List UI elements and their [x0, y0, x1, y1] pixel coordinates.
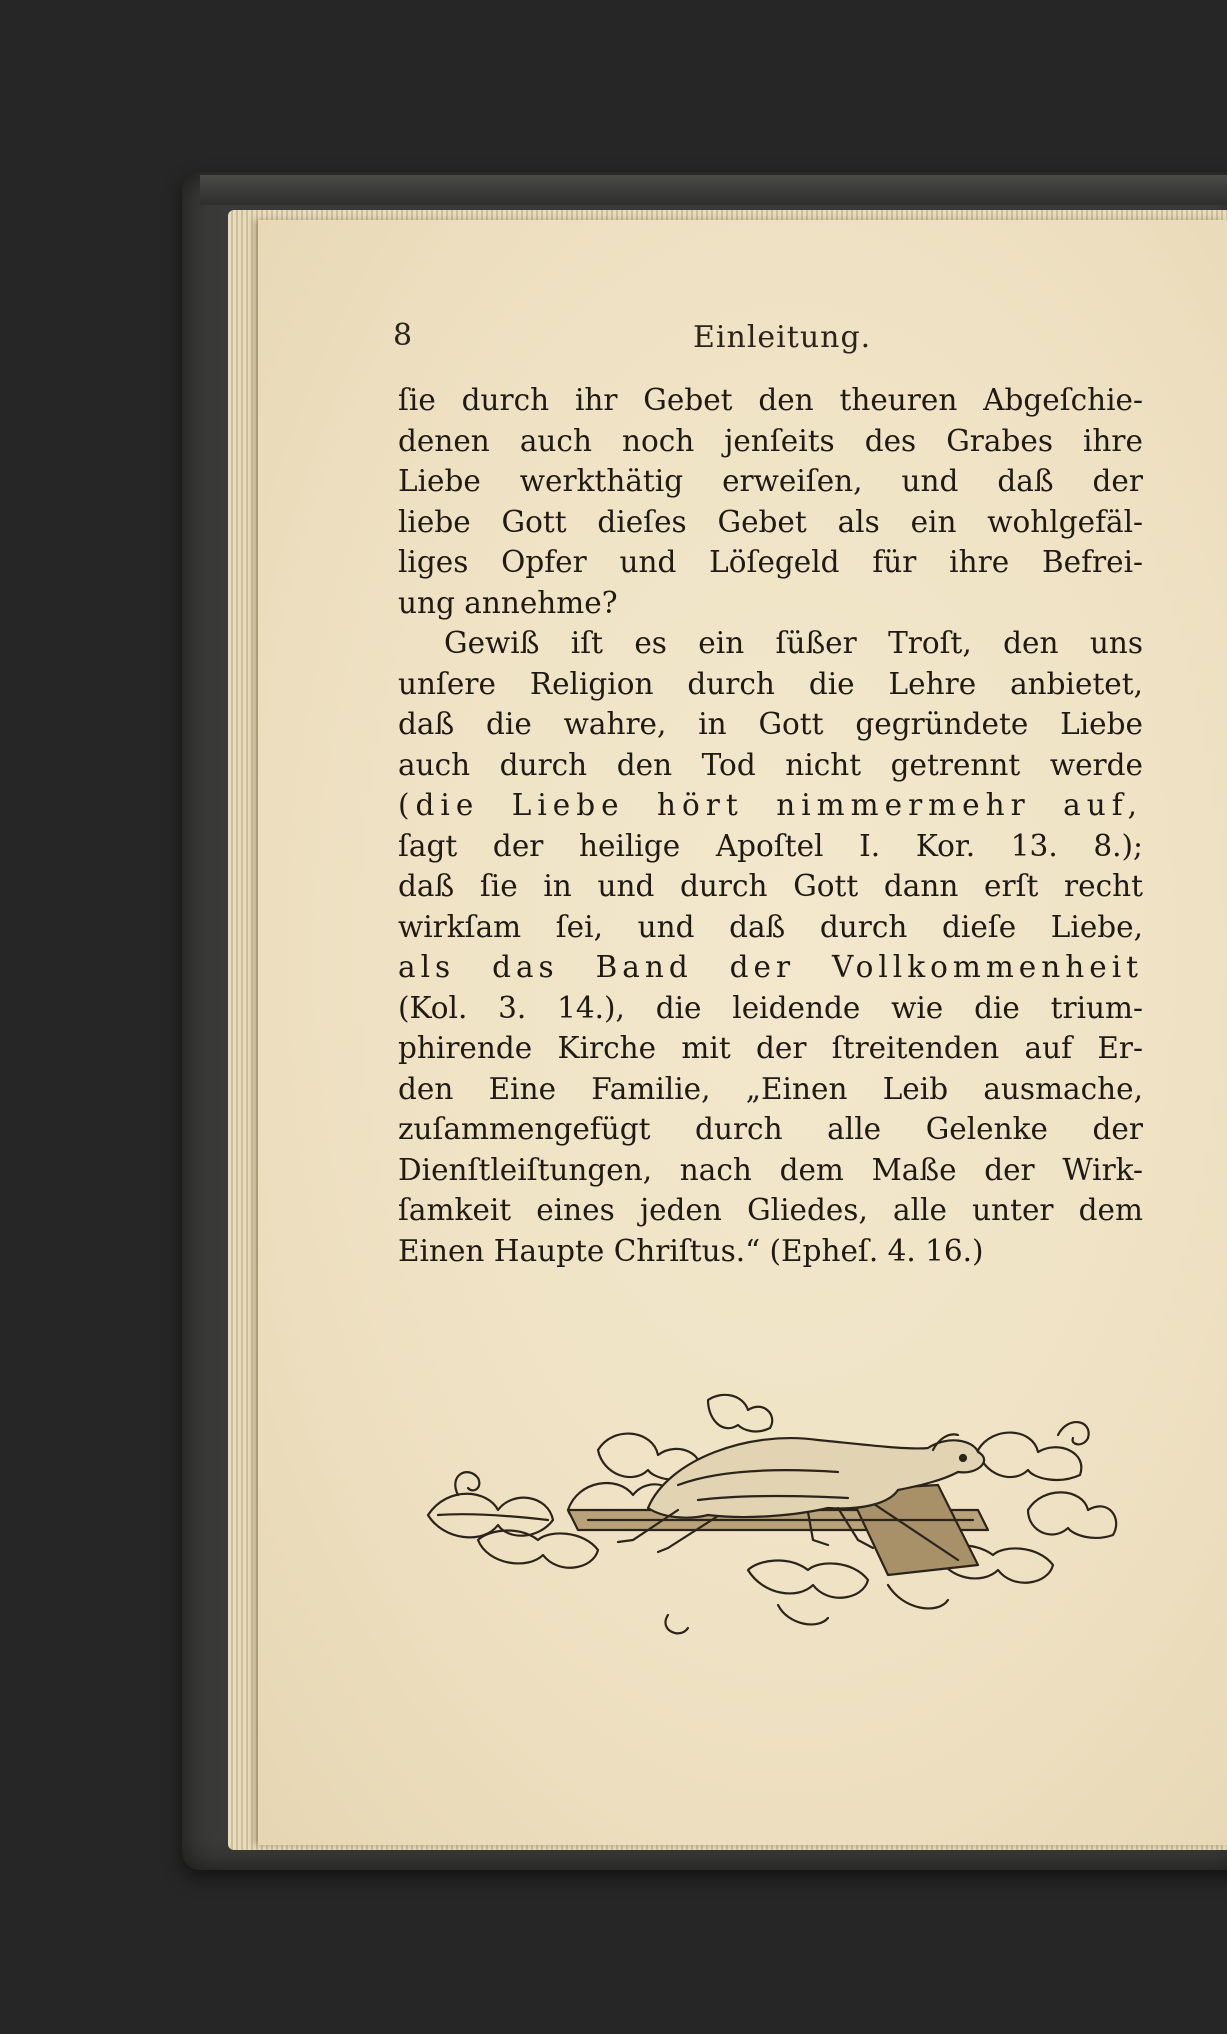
text-line: ſie durch ihr Gebet den theuren Abgeſchie- — [398, 383, 1143, 417]
text-line: daß ſie in und durch Gott dann erſt recht — [398, 869, 1143, 903]
body-text — [398, 380, 1143, 1271]
text-line: daß die wahre, in Gott gegründete Liebe — [398, 707, 1143, 741]
page-header — [393, 318, 872, 358]
text-line: den Eine Familie, „Einen Leib ausmache, — [398, 1071, 1143, 1106]
text-line: ſamkeit eines jeden Gliedes, alle unter dem — [398, 1193, 1143, 1227]
text-line: Liebe werkthätig erweiſen, und daß der — [398, 464, 1143, 498]
text-line: phirende Kirche mit der ſtreitenden auf Er- — [398, 1031, 1143, 1065]
text-line: auch durch den Tod nicht getrennt werde — [398, 747, 1143, 782]
text-line: zuſammengefügt durch alle Gelenke der — [398, 1112, 1143, 1146]
text-line: wirkſam ſei, und daß durch dieſe Liebe, — [398, 909, 1143, 944]
text-line: Dienſtleiſtungen, nach dem Maße der Wirk- — [398, 1152, 1143, 1187]
page-number: 8 — [393, 318, 413, 353]
text-line: ſagt der heilige Apoſtel I. Kor. 13. 8.); — [398, 828, 1143, 863]
lamb-on-cross-vignette — [418, 1390, 1123, 1640]
text-line: als das Band der Vollkommenheit — [398, 950, 1143, 984]
text-line: ung annehme? — [398, 585, 618, 620]
running-title: Einleitung. — [693, 320, 872, 355]
text-line: denen auch noch jenſeits des Grabes ihre — [398, 423, 1143, 458]
text-line: Einen Haupte Chriſtus.“ (Epheſ. 4. 16.) — [398, 1233, 984, 1268]
text-line: liebe Gott dieſes Gebet als ein wohlgefäl- — [398, 504, 1143, 539]
text-line: unſere Religion durch die Lehre anbietet, — [398, 666, 1143, 701]
text-line: (die Liebe hört nimmermehr auf, — [398, 788, 1143, 822]
book-cover-top-edge — [200, 175, 1227, 205]
text-line: Gewiß iſt es ein ſüßer Troſt, den uns — [444, 626, 1143, 660]
text-line: liges Opfer und Löſegeld für ihre Befrei- — [398, 545, 1143, 579]
text-line: (Kol. 3. 14.), die leidende wie die trium- — [398, 990, 1143, 1025]
